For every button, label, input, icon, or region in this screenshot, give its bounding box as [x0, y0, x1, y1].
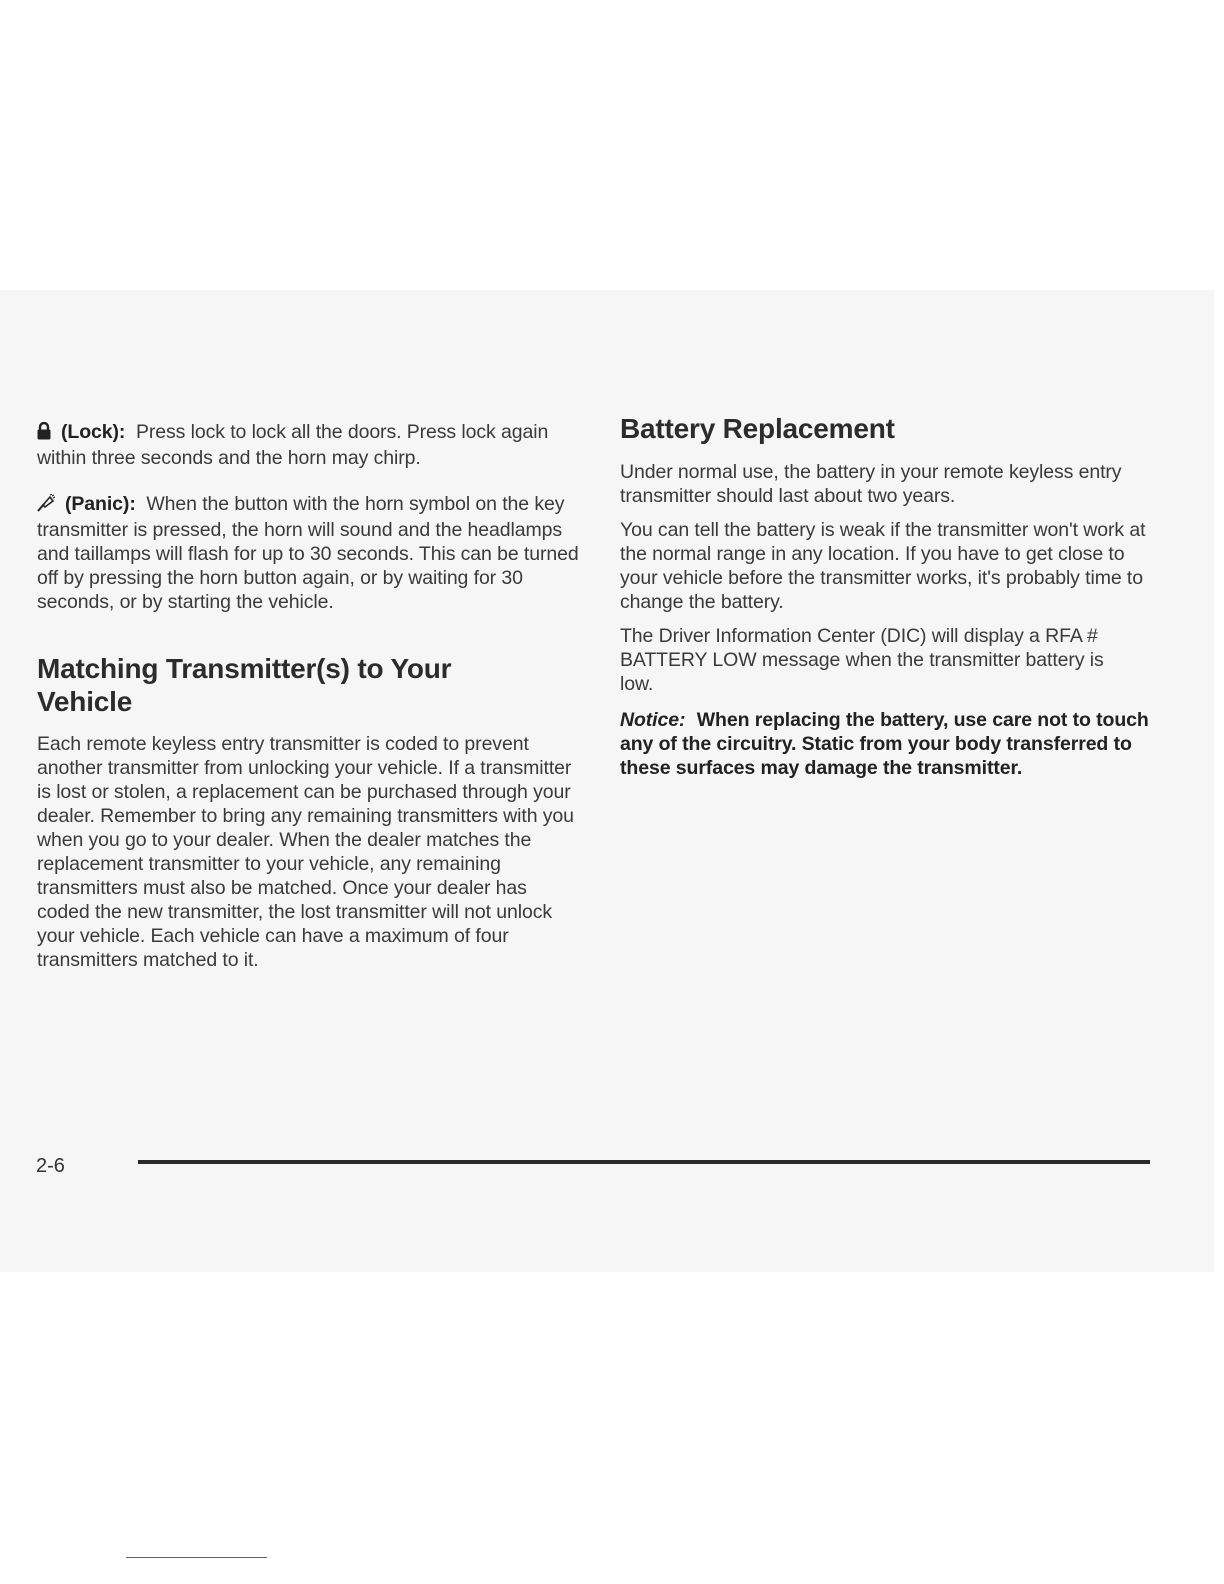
notice-paragraph — [620, 708, 1155, 780]
lock-icon — [37, 422, 51, 446]
manual-page — [0, 290, 1214, 1272]
panic-paragraph — [37, 492, 582, 614]
matching-paragraph: Each remote keyless entry transmitter is coded to prevent another transmitter from unlocking your vehicle. If a transmitter is lost or stolen, a replacement can be purchased through your dealer. Remember to bring any remaining transmitters with you when you go to your dealer. When the dealer matches the replacement transmitter to your vehicle, any remaining transmitters must also be matched. Once your dealer has coded the new transmitter, the lost transmitter will not unlock your vehicle. Each vehicle can have a maximum of four transmitters matched to it. — [37, 733, 574, 971]
notice-label: Notice: — [620, 709, 686, 731]
page-number: 2-6 — [36, 1155, 65, 1177]
notice-text: When replacing the battery, use care not to touch any of the circuitry. Static from your body transferred to these surfaces may damage the transmitter. — [620, 709, 1149, 779]
horn-icon — [37, 494, 55, 518]
lock-paragraph — [37, 420, 582, 470]
matching-heading: Matching Transmitter(s) to Your Vehicle — [37, 653, 452, 717]
link-underline — [126, 1557, 267, 1558]
lock-text: Press lock to lock all the doors. Press lock again within three seconds and the horn may chirp. — [37, 421, 549, 469]
battery-heading: Battery Replacement — [620, 413, 895, 444]
panic-text: When the button with the horn symbol on the key transmitter is pressed, the horn will sound and the headlamps and taillamps will flash for up to 30 seconds. This can be turned off by pressing the horn button again, or by waiting for 30 seconds, or by starting the vehicle. — [37, 493, 579, 613]
battery-para-3: The Driver Information Center (DIC) will display a RFA # BATTERY LOW message when the transmitter battery is low. — [620, 625, 1104, 695]
panic-label: (Panic): — [65, 493, 136, 515]
footer-rule — [138, 1160, 1150, 1164]
battery-para-2: You can tell the battery is weak if the transmitter won't work at the normal range in any location. If you have to get close to your vehicle before the transmitter works, it's probably time to change the battery. — [620, 519, 1146, 613]
battery-para-1: Under normal use, the battery in your remote keyless entry transmitter should last about two years. — [620, 461, 1122, 507]
lock-label: (Lock): — [61, 421, 126, 443]
